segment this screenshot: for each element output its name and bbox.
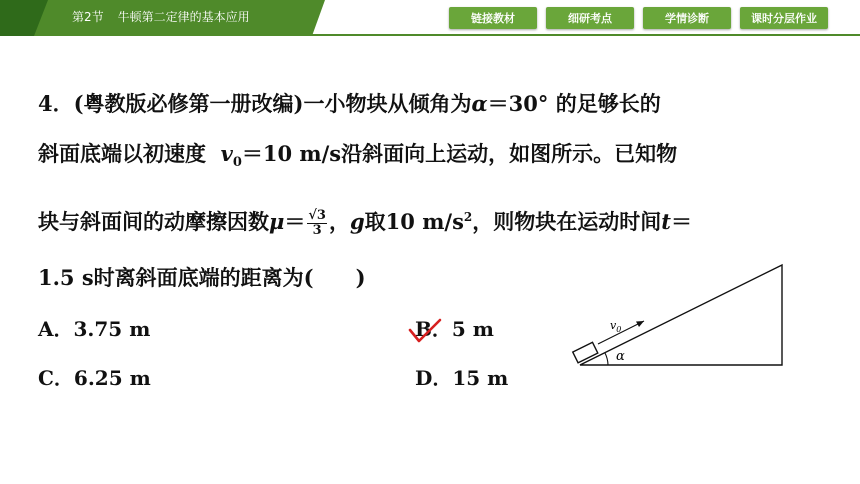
fraction xyxy=(307,209,327,238)
equals-sign: ＝ xyxy=(284,209,306,234)
fraction-numerator: √3 xyxy=(308,208,326,223)
t-symbol: t xyxy=(661,209,671,234)
question-line-1 xyxy=(38,90,828,118)
mu-symbol: μ xyxy=(269,209,285,234)
question-text: 块与斜面间的动摩擦因数 xyxy=(38,209,269,234)
chapter-title: 牛顿第二定律的基本应用 xyxy=(117,10,250,24)
velocity-label: $v_0$ xyxy=(610,319,622,334)
option-b[interactable]: B．5 m xyxy=(415,317,494,341)
header-bar xyxy=(0,0,860,36)
equals-sign: ＝ xyxy=(670,209,692,234)
option-c[interactable]: C．6.25 m xyxy=(38,366,151,390)
checkmark-icon xyxy=(408,318,442,344)
nav-link-textbook[interactable]: 链接教材 xyxy=(449,7,537,29)
angle-value: ＝30° xyxy=(487,91,549,116)
g-value: 取10 m/s xyxy=(364,209,464,234)
nav-homework[interactable]: 课时分层作业 xyxy=(740,7,828,29)
question-text: 斜面底端以初速度 xyxy=(38,141,206,166)
alpha-symbol: α xyxy=(471,91,488,116)
nav-diagnosis[interactable]: 学情诊断 xyxy=(643,7,731,29)
block xyxy=(573,342,598,363)
nav-study-points[interactable]: 细研考点 xyxy=(546,7,634,29)
question-line-4: 1.5 s时离斜面底端的距离为( ) xyxy=(38,265,366,290)
velocity-symbol: v xyxy=(220,141,233,166)
incline-triangle xyxy=(580,265,782,365)
angle-label: α xyxy=(616,349,625,364)
question-text: 的足够长的 xyxy=(555,91,661,116)
question-text: ，则物块在运动时间 xyxy=(472,209,662,234)
g-exponent: 2 xyxy=(463,210,473,224)
question-text: 一小物块从倾角为 xyxy=(303,91,472,116)
question-line-2 xyxy=(38,140,828,177)
velocity-subscript: 0 xyxy=(232,155,242,171)
question-source: (粤教版必修第一册改编) xyxy=(73,91,304,116)
section-title xyxy=(72,8,264,25)
velocity-value: ＝10 m/s xyxy=(241,141,342,166)
fraction-denominator: 3 xyxy=(312,223,322,238)
comma: ， xyxy=(328,209,350,234)
angle-arc xyxy=(605,353,608,365)
question-line-3 xyxy=(38,203,828,238)
section-number: 第2节 xyxy=(72,10,104,24)
question-number: 4． xyxy=(38,91,74,116)
incline-diagram xyxy=(560,258,790,370)
g-symbol: g xyxy=(349,209,365,234)
option-d[interactable]: D．15 m xyxy=(415,366,509,390)
option-a[interactable]: A．3.75 m xyxy=(38,317,151,341)
question-text: 沿斜面向上运动，如图所示。已知物 xyxy=(341,141,678,166)
